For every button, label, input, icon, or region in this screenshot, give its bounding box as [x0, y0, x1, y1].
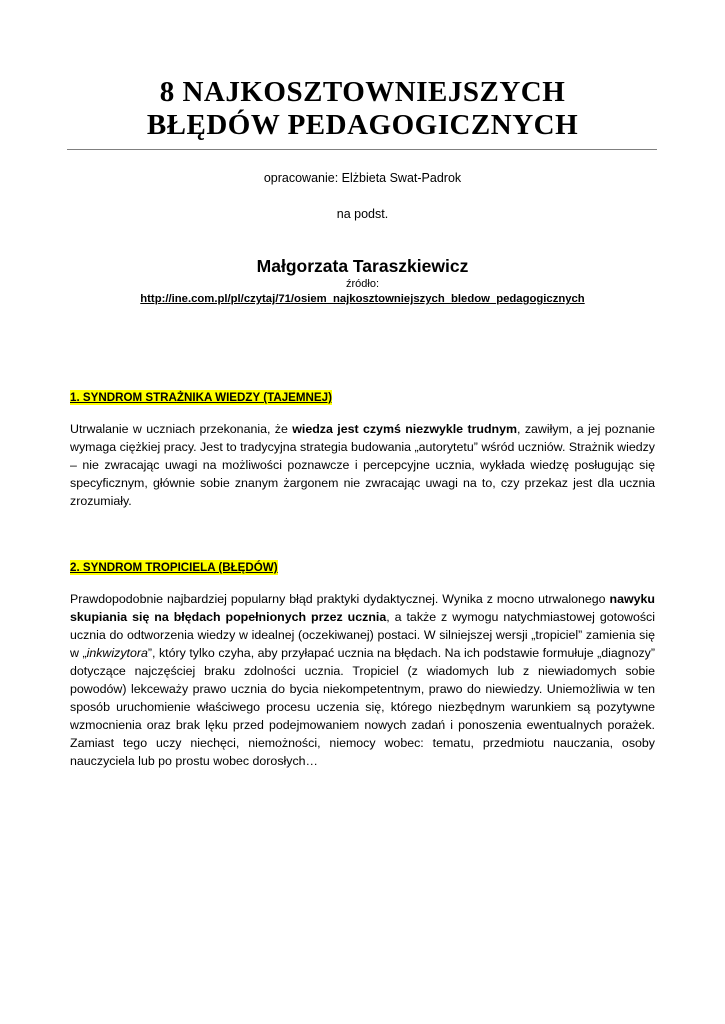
author-name: Małgorzata Taraszkiewicz: [256, 256, 469, 276]
title-divider: [67, 149, 657, 150]
title-line-2: BŁĘDÓW PEDAGOGICZNYCH: [146, 109, 579, 141]
section-2-text-b: , a także z wymogu natychmiastowej gotowości ucznia do odtworzenia wiedzy w idealnej (oczekiwanej) postaci. W silniejszej wersji „tropiciel” zamienia się w „: [70, 610, 655, 660]
source-link[interactable]: http://ine.com.pl/pl/czytaj/71/osiem_najkosztowniejszych_bledow_pedagogicznych: [140, 293, 585, 305]
section-1-heading: [70, 390, 655, 406]
section-2-paragraph: [70, 590, 655, 770]
section-2-text-c: ”, który tylko czyha, aby przyłapać ucznia na błędach. Na ich podstawie formułuje „diagnozy” dotyczące najczęściej braku zdolności ucznia. Tropiciel (z wiadomych lub z niewiadomych sobie powodów) lekceważy prawo ucznia do bycia niekompetentnym, prawo do niewiedzy. Uniemożliwia w ten sposób uruchomienie właściwego procesu uczenia się, którego niezbędnym warunkiem są pozytywne wzmocnienia oraz brak lęku przed podejmowaniem nowych zadań i ponoszenia ewentualnych porażek. Zamiast tego uczy niechęci, niemożności, niemocy wobec: tematu, przedmiotu nauczania, osoby nauczyciela lub po prostu wobec dorosłych…: [70, 646, 655, 768]
section-1-paragraph: [70, 420, 655, 510]
prepared-by: opracowanie: Elżbieta Swat-Padrok: [263, 171, 462, 185]
section-2-heading: [70, 560, 655, 576]
credits: [70, 170, 655, 223]
section-1-emphasis: wiedza jest czymś niezwykle trudnym: [292, 422, 518, 436]
section-2-emphasis: nawyku skupiania się na błędach popełnionych przez ucznia: [70, 592, 655, 624]
section-1-text-a: Utrwalanie w uczniach przekonania, że: [70, 422, 293, 436]
section-2-heading-text: 2. SYNDROM TROPICIELA (BŁĘDÓW): [70, 561, 278, 574]
section-1-heading-text: 1. SYNDROM STRAŻNIKA WIEDZY (TAJEMNEJ): [70, 391, 332, 404]
source-label: źródło:: [345, 278, 380, 290]
title-line-1: 8 NAJKOSZTOWNIEJSZYCH: [159, 76, 566, 108]
section-1-text-b: , zawiłym, a jej poznanie wymaga ciężkiej pracy. Jest to tradycyjna strategia budowania „autorytetu” wśród uczniów. Strażnik wiedzy – nie zwracając uwagi na możliwości poznawcze i percepcyjne ucznia, wykłada wiedzę posługując się specyficznym, głównie sobie znanym żargonem nie zwracając uwagi na to, czy przekaz jest dla ucznia zrozumiały.: [70, 422, 656, 508]
section-2-italic: inkwizytora: [86, 646, 148, 660]
document-title: [70, 0, 655, 142]
based-on: na podst.: [336, 207, 389, 221]
section-2-text-a: Prawdopodobnie najbardziej popularny błąd praktyki dydaktycznej. Wynika z mocno utrwalonego: [70, 592, 610, 606]
